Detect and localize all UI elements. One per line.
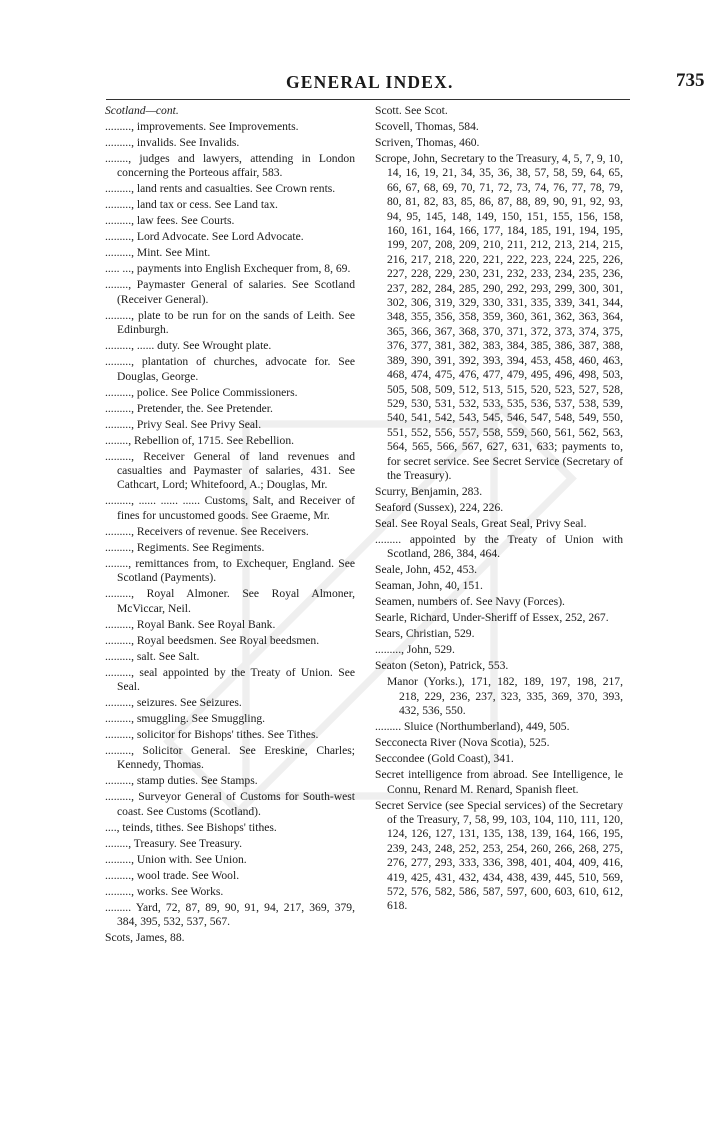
index-entry: ........., Receiver General of land revenues and casualties and Paymaster of salaries, 431. See Cathcart, Lord; Whitefoord, A.; Douglas, Mr. [105,449,355,492]
index-entry: ...., teinds, tithes. See Bishops' tithes. [105,820,277,834]
index-entry: Seale, John, 452, 453. [375,563,478,577]
index-column-right [375,104,623,915]
index-entry: ..... ..., payments into English Exchequer from, 8, 69. [105,262,351,276]
index-entry: Scriven, Thomas, 460. [375,136,480,149]
index-entry: Seamen, numbers of. See Navy (Forces). [375,595,565,609]
index-entry: ........., ...... ...... ...... Customs, Salt, and Receiver of fines for uncustomed goods. See Graeme, Mr. [105,494,355,522]
index-entry: ........., salt. See Salt. [105,649,200,663]
index-entry: ......... Yard, 72, 87, 89, 90, 91, 94, 217, 369, 379, 384, 395, 532, 537, 567. [105,900,355,929]
index-entry: Scovell, Thomas, 584. [375,120,479,133]
index-entry: ........., Surveyor General of Customs for South-west coast. See Customs (Scotland). [105,790,355,818]
page-title: GENERAL INDEX. [286,72,454,92]
index-entry: ........, Rebellion of, 1715. See Rebellion. [105,433,295,447]
index-entry: ........., law fees. See Courts. [105,214,235,228]
index-entry: ........., land tax or cess. See Land tax. [105,198,278,212]
index-entry: ........., plate to be run for on the sands of Leith. See Edinburgh. [105,308,355,337]
index-entry: ........, Paymaster General of salaries. See Scotland (Receiver General). [105,278,355,306]
index-entry: ........., smuggling. See Smuggling. [105,712,266,726]
index-entry: ........., police. See Police Commissioners. [105,385,298,399]
index-column-left [105,104,355,947]
index-entry: Seccondee (Gold Coast), 341. [375,752,514,766]
index-entry: Sears, Christian, 529. [375,627,475,641]
index-entry: ........., improvements. See Improvements. [105,120,299,133]
index-entry: ........., solicitor for Bishops' tithes. See Tithes. [105,728,319,742]
index-entry: ........., ...... duty. See Wrought plate. [105,339,272,353]
index-entry: Seal. See Royal Seals, Great Seal, Privy Seal. [375,516,587,530]
index-entry: Scots, James, 88. [105,931,185,945]
index-entry: ........., Privy Seal. See Privy Seal. [105,417,262,431]
index-entry: ........., invalids. See Invalids. [105,136,240,149]
index-entry: ........., seizures. See Seizures. [105,696,242,710]
index-entry: ........., land rents and casualties. See Crown rents. [105,182,336,196]
index-entry: ........., Regiments. See Regiments. [105,540,265,554]
index-entry: Scotland—cont. [105,104,179,117]
index-entry: Seaton (Seton), Patrick, 553. [375,659,509,673]
index-entry: ........., Royal beedsmen. See Royal beedsmen. [105,633,320,647]
index-entry: Seaford (Sussex), 224, 226. [375,500,504,514]
index-entry: Secret intelligence from abroad. See Intelligence, le Connu, Renard M. Renard, Spanish fleet. [375,768,623,796]
index-entry: ........., Solicitor General. See Ereskine, Charles; Kennedy, Thomas. [105,744,355,772]
index-entry: ........, judges and lawyers, attending in London concerning the Porteous affair, 583. [105,152,355,180]
index-entry: ......... appointed by the Treaty of Union with Scotland, 286, 384, 464. [375,532,623,561]
index-entry: ........., Royal Almoner. See Royal Almoner, McViccar, Neil. [105,587,355,615]
index-entry: ........., Lord Advocate. See Lord Advocate. [105,230,304,244]
index-entry: ......... Sluice (Northumberland), 449, 505. [375,720,570,734]
index-entry: ........., wool trade. See Wool. [105,868,240,882]
header-rule [106,99,630,100]
index-entry: Scrope, John, Secretary to the Treasury, 4, 5, 7, 9, 10, 14, 16, 19, 21, 34, 35, 36, 38, 57, 58, 59, 64, 65, 66, 67, 68, 69, 70, 71, 72, 73, 74, 76, 77, 78, 79, 80, 81, 82, 83, 85, 86, 87, 88, 89, 90, 91, 92, 93, 94, 95, 145, 148, 149, 150, 151, 155, 156, 158, 160, 161, 164, 166, 177, 184, 185, 191, 194, 195, 199, 207, 208, 209, 210, 211, 212, 213, 214, 215, 216, 217, 218, 220, 221, 222, 223, 224, 225, 226, 227, 228, 229, 230, 231, 232, 233, 234, 235, 236, 237, 282, 284, 285, 290, 292, 293, 299, 300, 301, 302, 306, 319, 329, 330, 331, 335, 339, 341, 344, 348, 355, 356, 358, 359, 360, 361, 362, 363, 364, 365, 366, 367, 368, 370, 371, 372, 373, 374, 375, 376, 377, 381, 382, 383, 384, 385, 386, 387, 388, 389, 390, 391, 392, 393, 394, 453, 458, 460, 463, 468, 474, 475, 476, 477, 479, 495, 496, 498, 503, 505, 508, 509, 512, 513, 515, 520, 523, 527, 528, 529, 530, 531, 532, 533, 535, 536, 537, 538, 539, 540, 541, 542, 543, 545, 546, 547, 548, 549, 550, 551, 552, 556, 557, 558, 559, 560, 561, 562, 563, 564, 565, 566, 567, 627, 631, 633; payments to, for secret service. See Secret Service (Secretary of the Treasury). [375,152,623,482]
index-entry: ........., Royal Bank. See Royal Bank. [105,617,276,631]
index-entry: Searle, Richard, Under-Sheriff of Essex, 252, 267. [375,611,609,625]
index-entry: Scott. See Scot. [375,104,448,117]
index-entry: Secret Service (see Special services) of the Secretary of the Treasury, 7, 58, 99, 103, 104, 110, 111, 120, 124, 126, 127, 131, 135, 138, 139, 164, 166, 195, 239, 243, 248, 252, 253, 254, 260, 266, 268, 275, 276, 277, 293, 333, 336, 398, 401, 404, 409, 416, 419, 425, 431, 432, 434, 438, 439, 445, 510, 569, 572, 576, 582, 586, 587, 597, 600, 603, 610, 612, 618. [375,798,623,913]
page-number: 735 [676,70,705,91]
index-entry: ........., works. See Works. [105,884,224,898]
index-entry: Manor (Yorks.), 171, 182, 189, 197, 198, 217, 218, 229, 236, 237, 323, 335, 369, 370, 393, 432, 536, 550. [387,675,623,718]
page-header [0,70,722,96]
index-entry: ........., stamp duties. See Stamps. [105,774,258,788]
index-entry: ........., Receivers of revenue. See Receivers. [105,524,309,538]
index-entry: ........, Treasury. See Treasury. [105,836,242,850]
index-entry: ........., Pretender, the. See Pretender. [105,401,273,415]
index-entry: ........., seal appointed by the Treaty of Union. See Seal. [105,665,355,694]
index-entry: ........., Union with. See Union. [105,852,247,866]
index-entry: ........., plantation of churches, advocate for. See Douglas, George. [105,355,355,383]
index-entry: Seaman, John, 40, 151. [375,579,483,593]
index-entry: ........., John, 529. [375,643,455,657]
index-entry: Secconecta River (Nova Scotia), 525. [375,736,550,750]
index-entry: ........, remittances from, to Exchequer, England. See Scotland (Payments). [105,556,355,585]
index-entry: ........., Mint. See Mint. [105,246,211,260]
index-entry: Scurry, Benjamin, 283. [375,484,483,498]
